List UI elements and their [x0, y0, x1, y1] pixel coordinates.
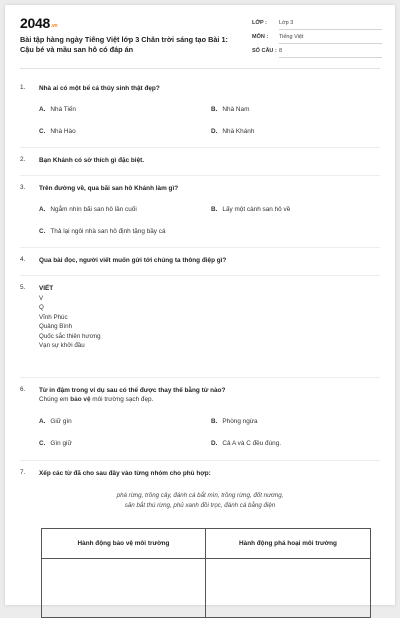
option-c[interactable]: C. Gìn giữ [39, 440, 72, 447]
question-text: VIẾT [39, 285, 54, 292]
writing-line: Vĩnh Phúc [39, 313, 68, 321]
option-a[interactable]: A. Nhà Tiến [39, 106, 76, 113]
writing-lines [39, 294, 101, 350]
divider [20, 275, 380, 276]
meta-row-subject [252, 32, 382, 46]
option-c[interactable]: C. Thả lại ngôi nhà san hô định tặng bầy cá [39, 228, 166, 235]
divider [20, 377, 380, 378]
table-column-protect [42, 529, 206, 617]
word-bank [20, 491, 380, 511]
meta-label: MÔN : [252, 34, 269, 40]
meta-label: SỐ CÂU : [252, 48, 277, 54]
question-number: 2. [20, 156, 26, 163]
option-b[interactable]: B. Phòng ngừa [211, 418, 258, 425]
sorting-table [41, 528, 371, 618]
meta-row-grade [252, 18, 382, 32]
table-header: Hành động phá hoại môi trường [206, 529, 370, 559]
word-bank-line: săn bắt thú rừng, phủ xanh đồi trọc, đánh cá bằng điện [124, 502, 276, 509]
question-text: Nhà ai có một bể cá thủy sinh thật đẹp? [39, 85, 160, 92]
question-text: Trên đường về, qua bãi san hô Khánh làm gì? [39, 185, 179, 192]
meta-value: 8 [279, 48, 382, 58]
option-b[interactable]: B. Nhà Nam [211, 106, 250, 113]
page-title: Bài tập hàng ngày Tiếng Việt lớp 3 Chân trời sáng tạo Bài 1: Cậu bé và mầu san hô có đáp án [20, 35, 228, 54]
option-b[interactable]: B. Lấy một cành san hô về [211, 206, 291, 213]
question-text: Qua bài đọc, người viết muốn gửi tới chúng ta thông điệp gì? [39, 257, 227, 264]
header-divider [20, 68, 380, 69]
writing-line: V [39, 295, 44, 302]
divider [20, 460, 380, 461]
question-number: 7. [20, 469, 26, 476]
example-sentence: Chúng em bảo vệ môi trường sạch đẹp. [39, 396, 154, 403]
writing-line: Quốc sắc thiên hương [39, 332, 101, 340]
word-bank-line: phá rừng, trồng cây, đánh cá bắt mìn, trồng rừng, đốt nương, [116, 492, 284, 499]
question-number: 6. [20, 386, 26, 393]
meta-value: Tiếng Việt [279, 34, 382, 44]
divider [20, 147, 380, 148]
question-number: 3. [20, 184, 26, 191]
table-header: Hành động bảo vệ môi trường [42, 529, 205, 559]
divider [20, 175, 380, 176]
bold-word: bảo vệ [70, 396, 91, 403]
table-column-destroy [206, 529, 370, 617]
header [20, 15, 380, 63]
meta-label: LỚP : [252, 20, 267, 26]
meta-value: Lớp 3 [279, 20, 382, 30]
writing-line: Vạn sự khởi đầu [39, 342, 85, 350]
meta-info [252, 18, 382, 60]
option-a[interactable]: A. Giữ gìn [39, 418, 72, 425]
question-number: 4. [20, 256, 26, 263]
question-number: 5. [20, 284, 26, 291]
meta-row-count [252, 46, 382, 60]
divider [20, 247, 380, 248]
site-logo[interactable]: 2048.vn [20, 15, 58, 31]
option-c[interactable]: C. Nhà Hào [39, 128, 76, 135]
option-a[interactable]: A. Ngắm nhìn bãi san hô lần cuối [39, 206, 137, 213]
question-text: Bạn Khánh có sở thích gì đặc biệt. [39, 157, 145, 164]
writing-line: Q [39, 304, 44, 312]
question-number: 1. [20, 84, 26, 91]
option-d[interactable]: D. Nhà Khánh [211, 128, 255, 135]
worksheet-page [5, 5, 395, 605]
writing-line: Quảng Bình [39, 323, 73, 331]
question-text: Xếp các từ đã cho sau đây vào từng nhóm cho phù hợp: [39, 470, 211, 477]
question-text: Từ in đậm trong ví dụ sau có thể được thay thế bằng từ nào? [39, 387, 226, 394]
option-d[interactable]: D. Cả A và C đều đúng. [211, 440, 282, 447]
